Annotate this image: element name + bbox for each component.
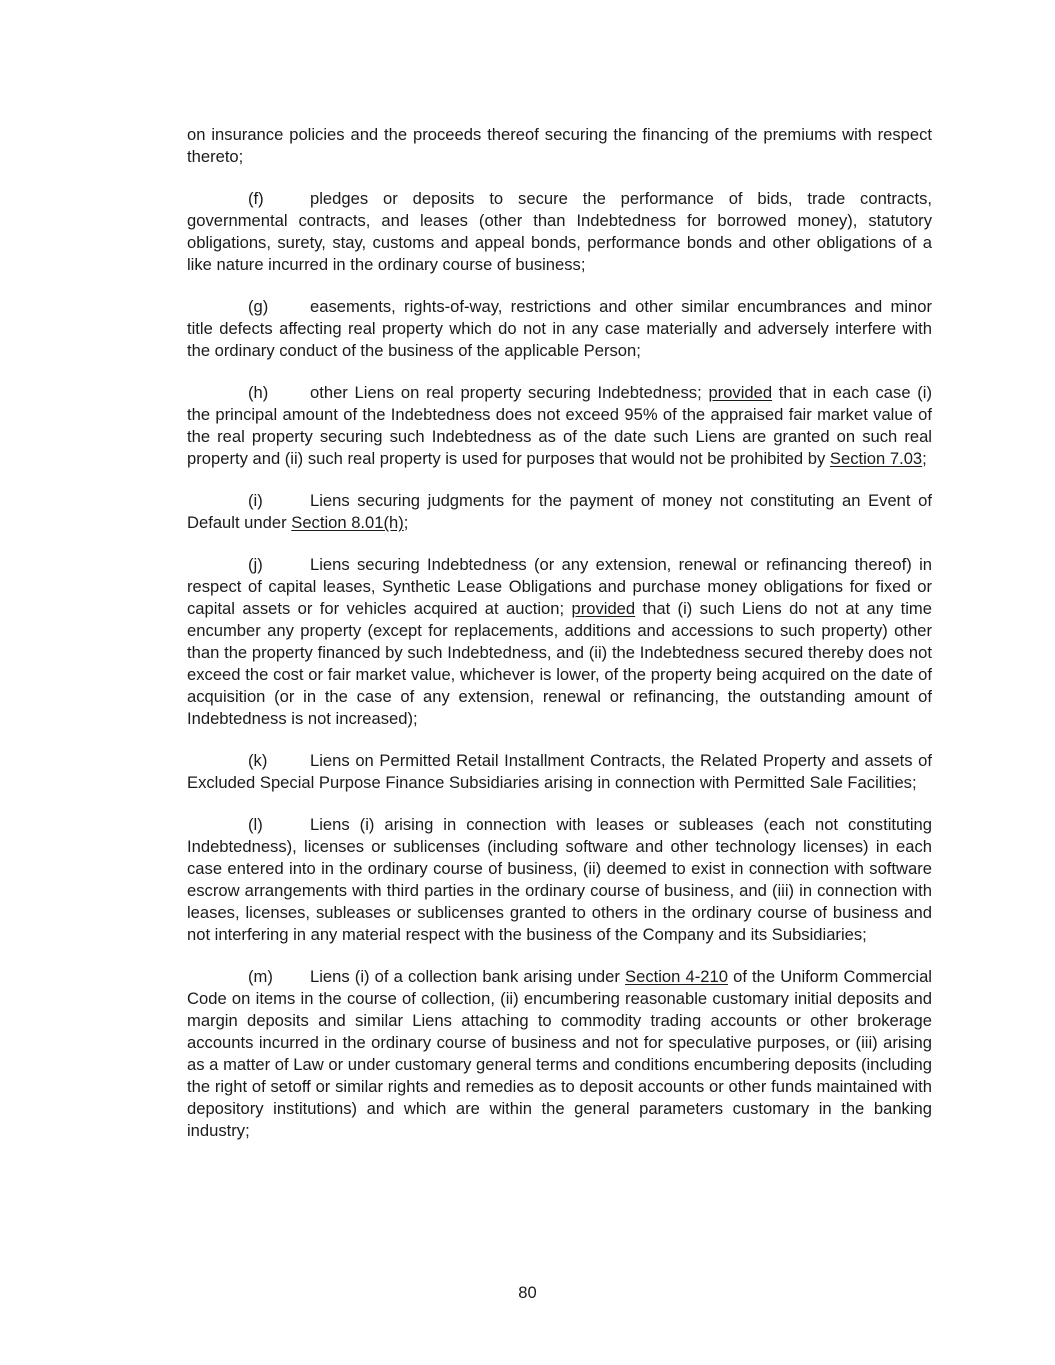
paragraph-intro (187, 124, 932, 168)
paragraph-i (187, 490, 932, 534)
paragraph-k (187, 750, 932, 794)
paragraph-text: easements, rights-of-way, restrictions and other similar encumbrances and minor title defects affecting real property which do not in any case materially and adversely interfere with the ordinary conduct of the business of the applicable Person; (187, 297, 932, 360)
paragraph-text: Liens (i) arising in connection with leases or subleases (each not constituting Indebtedness), licenses or sublicenses (including software and other technology licenses) in each case entered into in the ordinary course of business, (ii) deemed to exist in connection with software escrow arrangements with third parties in the ordinary course of business, and (iii) in connection with leases, licenses, subleases or sublicenses granted to others in the ordinary course of business and not interfering in any material respect with the business of the Company and its Subsidiaries; (187, 815, 932, 944)
paragraph-text: Liens securing judgments for the payment of money not constituting an Event of Default under (187, 491, 932, 532)
paragraph-text: pledges or deposits to secure the performance of bids, trade contracts, governmental contracts, and leases (other than Indebtedness for borrowed money), statutory obligations, surety, stay, customs and appeal bonds, performance bonds and other obligations of a like nature incurred in the ordinary course of business; (187, 189, 932, 274)
section-reference-link[interactable]: Section 7.03 (829, 449, 923, 468)
page-number: 80 (518, 1283, 537, 1302)
section-reference-link[interactable]: Section 4-210 (625, 967, 728, 986)
paragraph-text: that (i) such Liens do not at any time encumber any property (except for replacements, additions and accessions to such property) other than the property financed by such Indebtedness, and (ii) the Indebtedness secured thereby does not exceed the cost or fair market value, whichever is lower, of the property being acquired on the date of acquisition (or in the case of any extension, renewal or refinancing, the outstanding amount of Indebtedness is not increased); (187, 599, 932, 728)
clause-label: (f) (248, 189, 264, 208)
provided-underlined: provided (708, 383, 773, 402)
clause-label: (j) (248, 555, 263, 574)
paragraph-text: on insurance policies and the proceeds thereof securing the financing of the premiums with respect thereto; (187, 125, 932, 166)
clause-label: (g) (248, 297, 269, 316)
paragraph-text: ; (922, 449, 927, 468)
paragraph-text: of the Uniform Commercial Code on items in the course of collection, (ii) encumbering reasonable customary initial deposits and margin deposits and similar Liens attaching to commodity trading accounts or other brokerage accounts incurred in the ordinary course of business and not for speculative purposes, or (iii) arising as a matter of Law or under customary general terms and conditions encumbering deposits (including the right of setoff or similar rights and remedies as to deposit accounts or other funds maintained with depository institutions) and which are within the general parameters customary in the banking industry; (187, 967, 932, 1140)
clause-label: (l) (248, 815, 263, 834)
paragraph-text: ; (403, 513, 409, 532)
clause-label: (k) (248, 751, 268, 770)
clause-label: (i) (248, 491, 263, 510)
paragraph-h (187, 382, 932, 470)
paragraph-m (187, 966, 932, 1142)
paragraph-g (187, 296, 932, 362)
paragraph-text: other Liens on real property securing Indebtedness; (310, 383, 709, 402)
paragraph-text: Liens on Permitted Retail Installment Contracts, the Related Property and assets of Excluded Special Purpose Finance Subsidiaries arising in connection with Permitted Sale Facilities; (187, 751, 932, 792)
paragraph-text: that in each case (i) the principal amount of the Indebtedness does not exceed 95% of the appraised fair market value of the real property securing such Indebtedness as of the date such Liens are granted on such real property and (ii) such real property is used for purposes that would not be prohibited by (187, 383, 932, 468)
paragraph-text: Liens (i) of a collection bank arising under (310, 967, 626, 986)
clause-label: (h) (248, 383, 269, 402)
paragraph-j (187, 554, 932, 730)
section-reference-link[interactable]: Section 8.01(h) (291, 513, 404, 532)
paragraph-l (187, 814, 932, 946)
paragraph-text: Liens securing Indebtedness (or any extension, renewal or refinancing thereof) in respect of capital leases, Synthetic Lease Obligations and purchase money obligations for fixed or capital assets or for vehicles acquired at auction; (187, 555, 932, 618)
document-body (187, 124, 932, 1162)
paragraph-f (187, 188, 932, 276)
clause-label: (m) (248, 967, 273, 986)
provided-underlined: provided (571, 599, 636, 618)
